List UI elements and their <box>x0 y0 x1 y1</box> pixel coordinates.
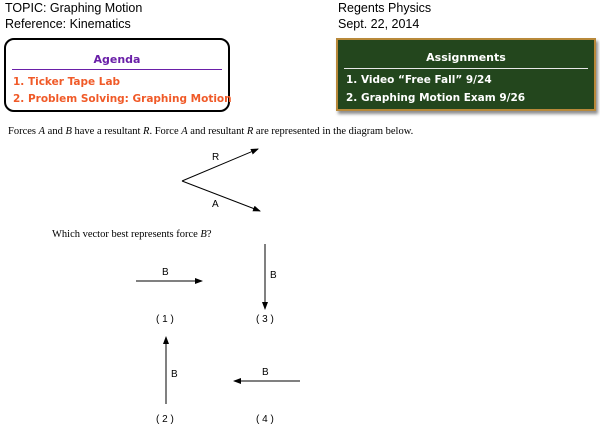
choice-1-number: ( 1 ) <box>156 314 174 325</box>
stem-text: and <box>45 126 66 137</box>
choice-2[interactable] <box>156 337 178 425</box>
agenda-item: 2. Problem Solving: Graphing Motion <box>13 93 232 105</box>
reference-text: Reference: Kinematics <box>5 17 131 31</box>
choice-3-number: ( 3 ) <box>256 314 274 325</box>
prompt-text: ? <box>206 229 212 240</box>
stem-var: R <box>246 126 254 137</box>
stem-text: are represented in the diagram below. <box>253 126 414 137</box>
choice-3[interactable] <box>256 244 277 325</box>
choice-2-vector-label: B <box>171 369 178 380</box>
choice-4-vector-label: B <box>262 367 269 378</box>
choice-4[interactable] <box>234 367 300 425</box>
prompt-var: B <box>200 229 207 240</box>
choice-1-vector-label: B <box>162 267 169 278</box>
stem-text: . Force <box>149 126 182 137</box>
agenda-item: 1. Ticker Tape Lab <box>13 76 121 88</box>
stem-var: R <box>143 126 150 137</box>
choice-3-vector-label: B <box>270 270 277 281</box>
choice-4-number: ( 4 ) <box>256 414 274 425</box>
prompt-text: Which vector best represents force <box>52 229 201 240</box>
stem-text: and resultant <box>187 126 247 137</box>
stem-text: have a resultant <box>71 126 144 137</box>
stem-var: A <box>38 126 46 137</box>
a-label: A <box>212 199 219 210</box>
choice-2-number: ( 2 ) <box>156 414 174 425</box>
date-text: Sept. 22, 2014 <box>338 17 420 31</box>
topic-text: TOPIC: Graphing Motion <box>5 1 143 15</box>
stem-var: A <box>181 126 188 137</box>
r-label: R <box>212 152 220 163</box>
agenda-title: Agenda <box>93 53 141 66</box>
assignment-item: 1. Video “Free Fall” 9/24 <box>346 74 492 86</box>
assignment-item: 2. Graphing Motion Exam 9/26 <box>346 92 526 104</box>
stem-var: B <box>65 126 72 137</box>
assignments-title: Assignments <box>426 51 506 64</box>
course-text: Regents Physics <box>338 1 432 15</box>
stem-text: Forces <box>8 126 39 137</box>
choice-1[interactable] <box>136 267 202 325</box>
